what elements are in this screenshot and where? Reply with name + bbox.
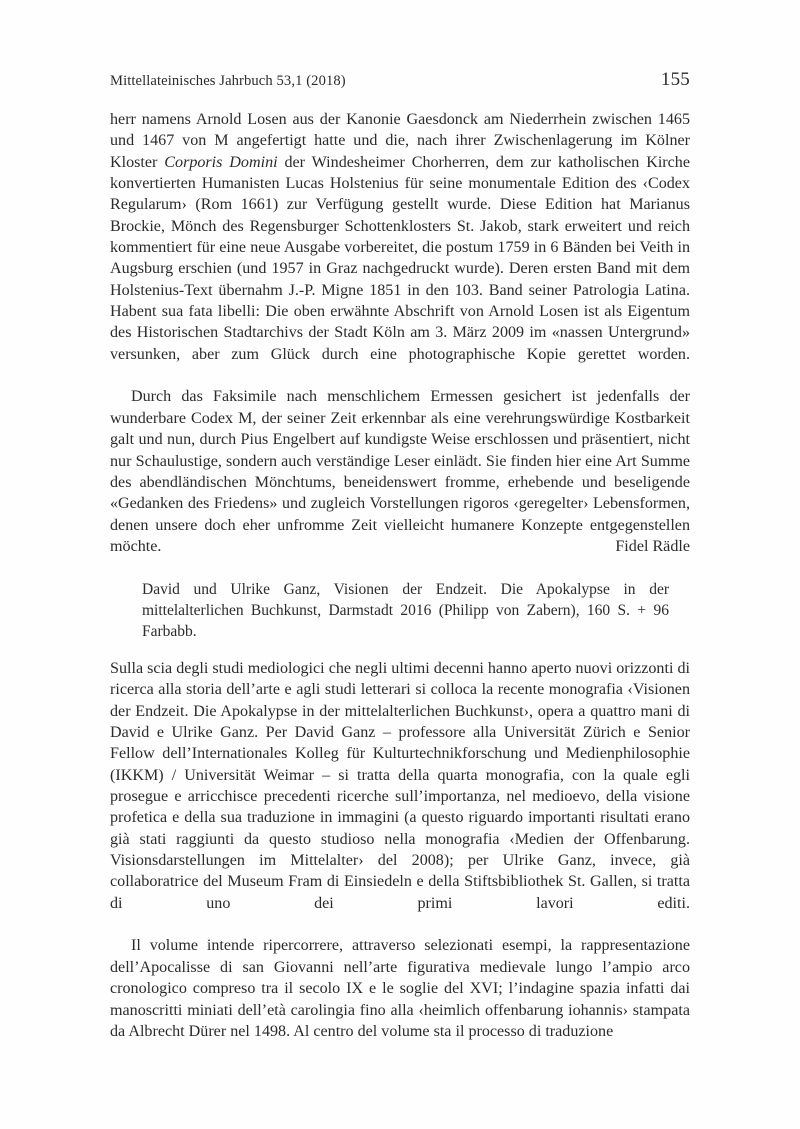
review-one-body <box>110 109 690 557</box>
reviewer-signature: Fidel Rädle <box>615 537 690 555</box>
review-one-closing-paragraph <box>110 386 690 557</box>
book-citation-text: David und Ulrike Ganz, Visionen der Endzeit. Die Apokalypse in der mittelalterlichen Buchkunst, Darmstadt 2016 (Philipp von Zabern), 160 S. + 96 Farbabb. <box>142 581 669 641</box>
page-number: 155 <box>660 69 690 90</box>
running-head <box>110 69 690 91</box>
review-two-paragraph-two: Il volume intende ripercorrere, attraverso selezionati esempi, la rappresentazione dell’Apocalisse di san Giovanni nell’arte figurativa medievale lungo l’ampio arco cronologico compreso tra il secolo IX e le soglie del XVI; l’indagine spazia infatti dai manoscritti miniati dell’età carolingia fino alla ‹heimlich offenbarung iohannis› stampata da Albrecht Dürer nel 1498. Al centro del volume sta il processo di traduzione <box>110 937 690 1040</box>
review-two-paragraph-one: Sulla scia degli studi mediologici che negli ultimi decenni hanno aperto nuovi orizzonti di ricerca alla storia dell’arte e agli studi letterari si colloca la recente monografia ‹Visionen der Endzeit. Die Apokalypse in der mittelalterlichen Buchkunst›, opera a quattro mani di David e Ulrike Ganz. Per David Ganz – professore alla Universität Zürich e Senior Fellow dell’Internationales Kolleg für Kulturtechnikforschung und Medienphilosophie (IKKM) / Universität Weimar – si tratta della quarta monografia, con la quale egli prosegue e arricchisce precedenti ricerche sull’importanza, nel medioevo, della visione profetica e della sua traduzione in immagini (a questo riguardo importanti risultati erano già stati raggiunti da questo studioso nella monografia ‹Medien der Offenbarung. Visionsdarstellungen im Mittelalter› del 2008); per Ulrike Ganz, invece, già collaboratrice del Museum Fram di Einsiedeln e della Stiftsbibliothek St. Gallen, si tratta di uno dei primi lavori editi. <box>110 660 690 912</box>
running-head-journal-title: Mittellateinisches Jahrbuch 53,1 (2018) <box>110 73 346 89</box>
review-one-continuation-paragraph <box>110 109 690 386</box>
book-citation-block <box>142 579 669 643</box>
review-two-body <box>110 658 690 1042</box>
review-one-text-part-one: herr namens Arnold Losen aus der Kanonie Gaesdonck am Niederrhein zwischen 1465 und 1467 von M angefertigt hatte und die, nach ihrer Zwischenlagerung im Kölner Kloster <box>110 111 690 171</box>
cited-work-title-italic: Corporis Domini <box>164 153 278 171</box>
review-one-text-part-two: der Windesheimer Chorherren, dem zur katholischen Kirche konvertierten Humanisten Lucas Holstenius für seine monumentale Edition des ‹Codex Regularum› (Rom 1661) zur Verfügung gestellt wurde. Diese Edition hat Marianus Brockie, Mönch des Regensburger Schottenklosters St. Jakob, stark erweitert und reich kommentiert für eine neue Ausgabe vorbereitet, die postum 1759 in 6 Bänden bei Veith in Augsburg erschien (und 1957 in Graz nachgedruckt wurde). Deren ersten Band mit dem Holstenius-Text übernahm J.-P. Migne 1851 in den 103. Band seiner Patrologia Latina. Habent sua fata libelli: Die oben erwähnte Abschrift von Arnold Losen ist als Eigentum des Historischen Stadtarchivs der Stadt Köln am 3. März 2009 im «nassen Untergrund» versunken, aber zum Glück durch eine photographische Kopie gerettet worden. <box>110 153 690 363</box>
review-one-closing-text: Durch das Faksimile nach menschlichem Ermessen gesichert ist jedenfalls der wunderbare Codex M, der seiner Zeit erkennbar als eine verehrungswürdige Kostbarkeit galt und nun, durch Pius Engelbert auf kundigste Weise erschlossen und präsentiert, nicht nur Schaulustige, sondern auch verständige Leser einlädt. Sie finden hier eine Art Summe des abendländischen Mönchtums, beneidenswert fromme, erhebende und beseligende «Gedanken des Friedens» und zugleich Vorstellungen rigoros ‹geregelter› Lebensformen, denen unsere doch eher unfromme Zeit vielleicht humanere Konzepte entgegenstellen möchte. <box>110 388 690 555</box>
